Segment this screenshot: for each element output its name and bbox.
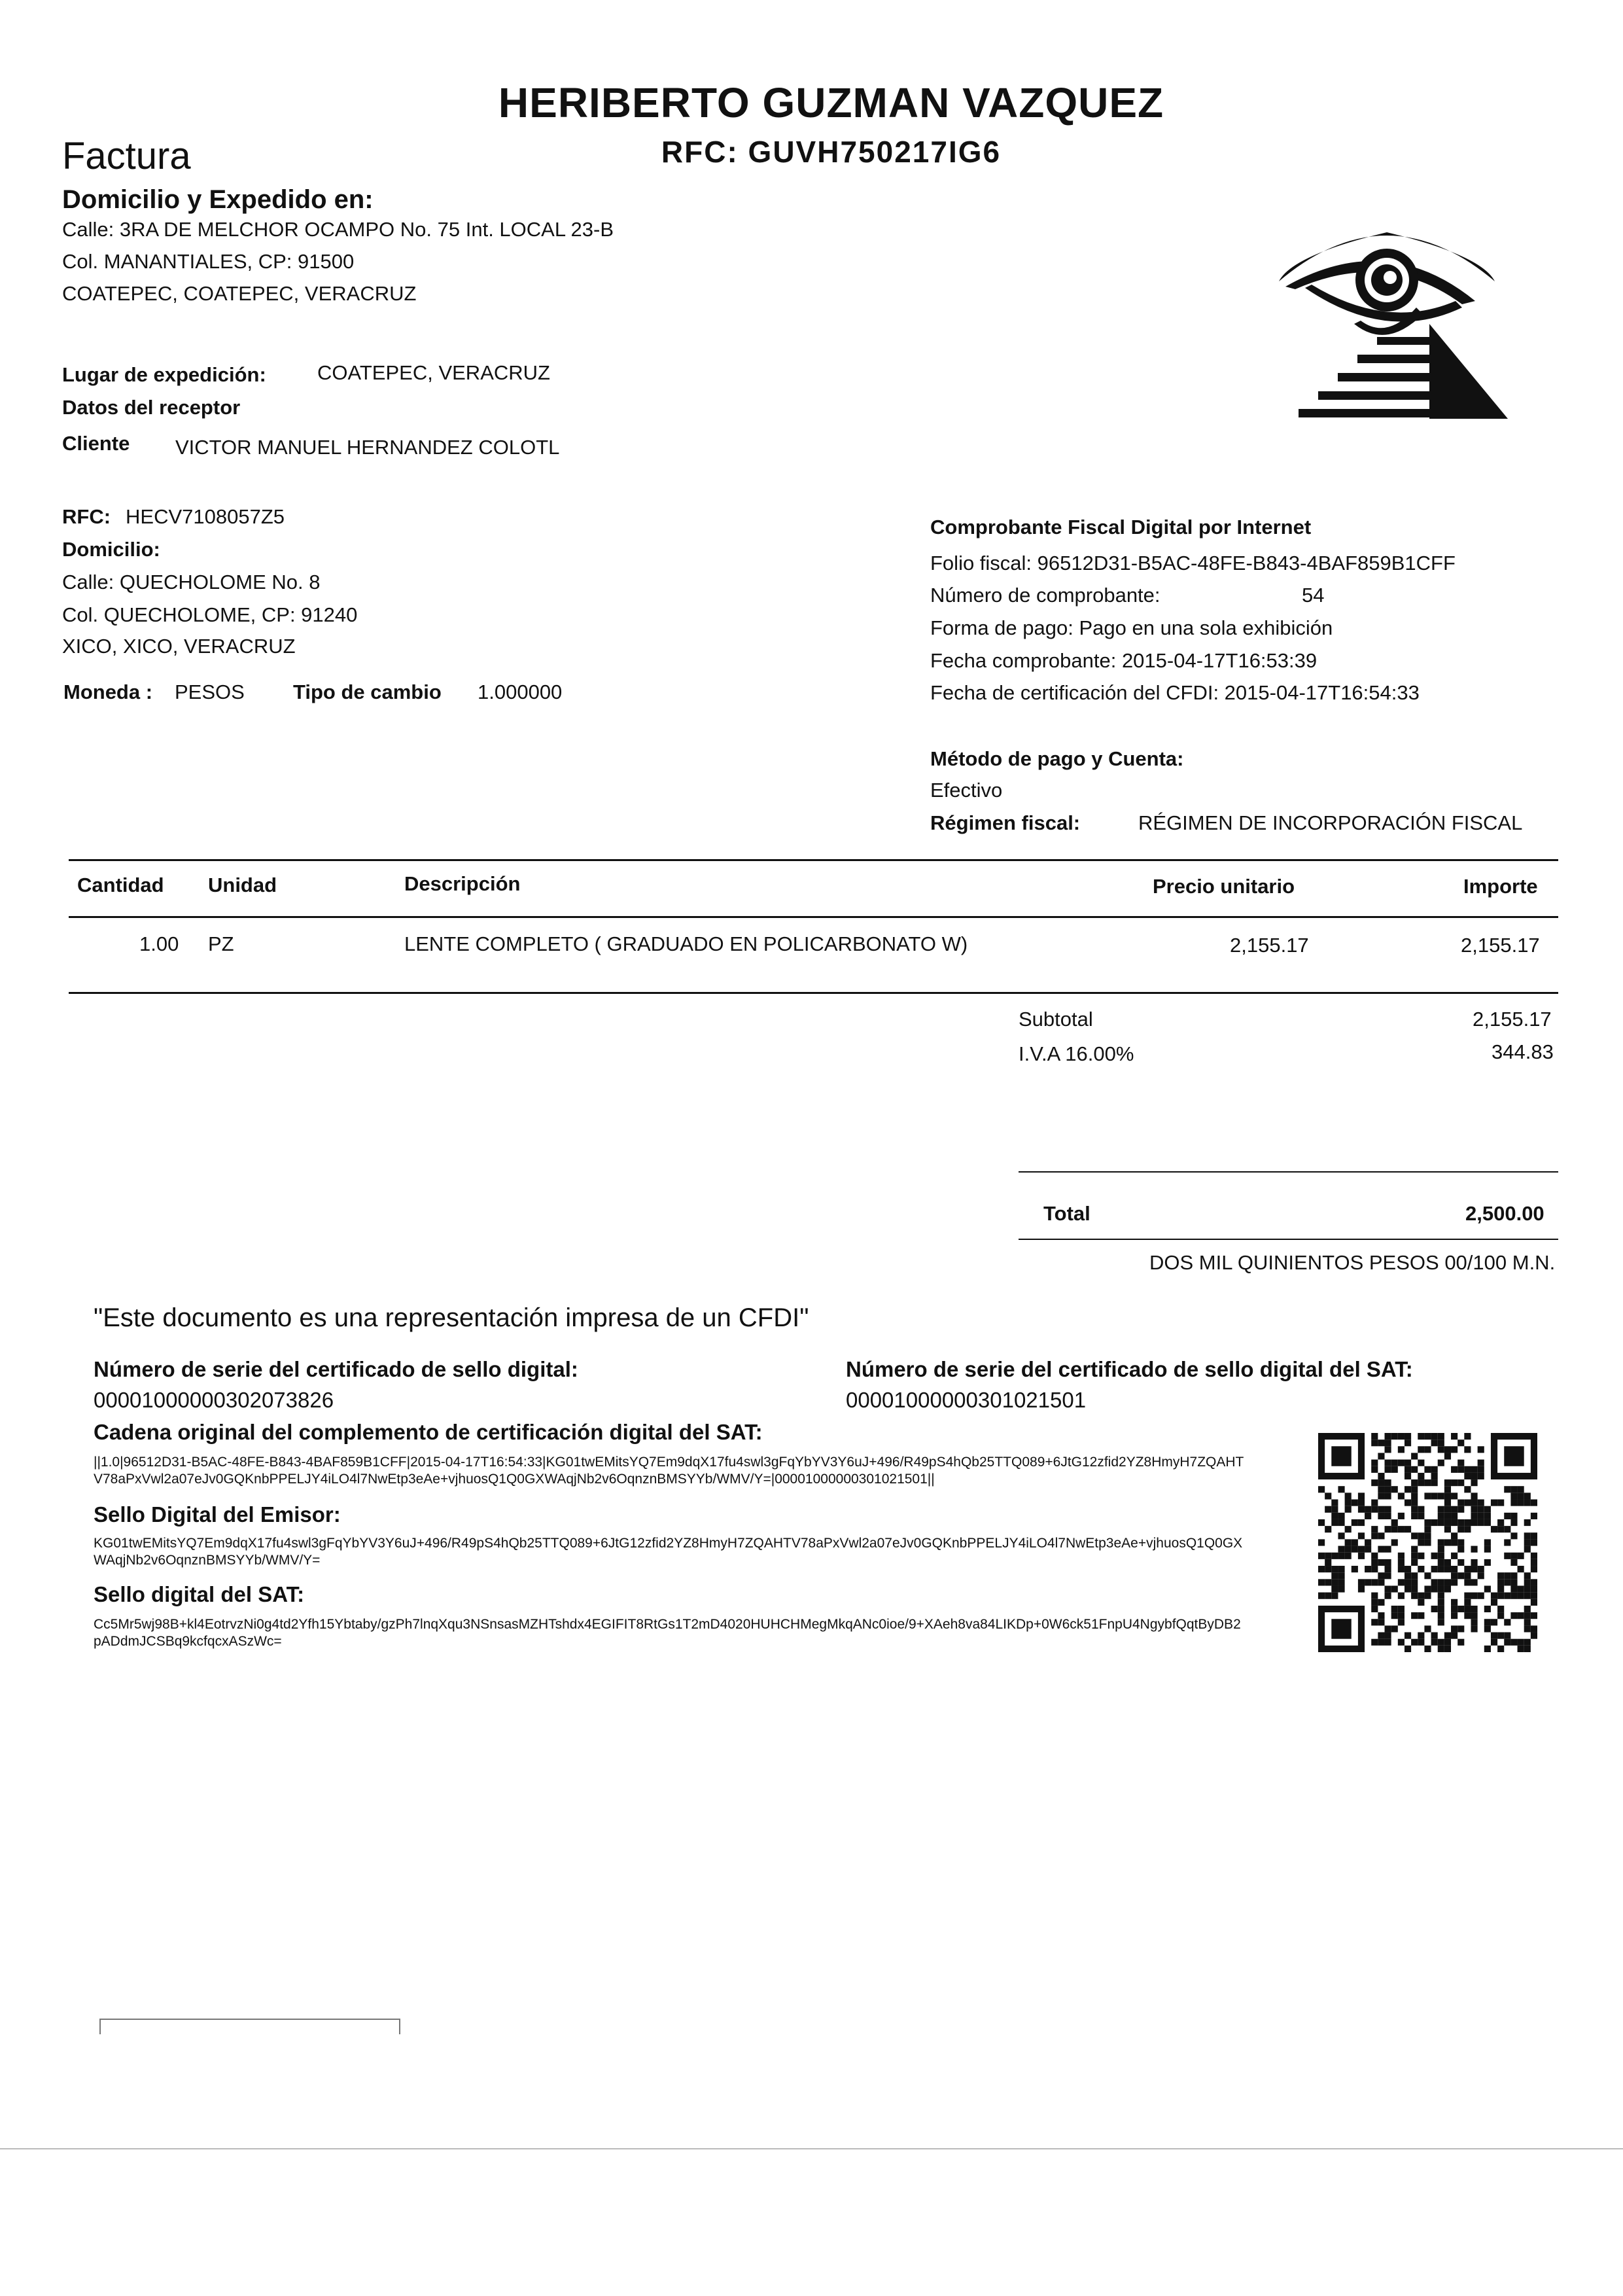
row-descripcion: LENTE COMPLETO ( GRADUADO EN POLICARBONATO W)	[404, 932, 968, 955]
col-importe-header: Importe	[1463, 875, 1538, 898]
subtotal-value: 2,155.17	[1473, 1008, 1552, 1031]
regimen-value: RÉGIMEN DE INCORPORACIÓN FISCAL	[1138, 811, 1523, 834]
document-type: Factura	[62, 135, 191, 177]
tipo-cambio-value: 1.000000	[478, 680, 563, 703]
domicilio-line2: Col. MANANTIALES, CP: 91500	[62, 250, 355, 273]
receptor-rfc-label: RFC:	[62, 505, 111, 528]
issuer-name: HERIBERTO GUZMAN VAZQUEZ	[498, 79, 1164, 126]
domicilio-heading: Domicilio y Expedido en:	[62, 185, 374, 214]
receptor-domicilio-line1: Calle: QUECHOLOME No. 8	[62, 571, 321, 593]
iva-value: 344.83	[1492, 1040, 1554, 1063]
page-edge-line	[0, 2148, 1623, 2149]
numero-comprobante-value: 54	[1302, 584, 1325, 607]
receptor-domicilio-line2: Col. QUECHOLOME, CP: 91240	[62, 603, 358, 626]
folio-fiscal: Folio fiscal: 96512D31-B5AC-48FE-B843-4BAF859B1CFF	[930, 552, 1456, 574]
col-unidad-header: Unidad	[208, 874, 277, 896]
cadena-original-label: Cadena original del complemento de certificación digital del SAT:	[94, 1420, 763, 1444]
subtotal-label: Subtotal	[1019, 1008, 1093, 1031]
tipo-cambio-label: Tipo de cambio	[293, 680, 442, 703]
iva-label: I.V.A 16.00%	[1019, 1042, 1134, 1065]
receptor-domicilio-line3: XICO, XICO, VERACRUZ	[62, 635, 296, 658]
total-en-letra: DOS MIL QUINIENTOS PESOS 00/100 M.N.	[1149, 1251, 1556, 1274]
col-cantidad-header: Cantidad	[77, 874, 164, 896]
receptor-heading: Datos del receptor	[62, 396, 241, 419]
total-value: 2,500.00	[1465, 1202, 1544, 1225]
row-precio: 2,155.17	[1230, 934, 1309, 957]
sello-emisor-label: Sello Digital del Emisor:	[94, 1502, 341, 1527]
col-precio-header: Precio unitario	[1153, 875, 1295, 898]
metodo-pago-heading: Método de pago y Cuenta:	[930, 747, 1184, 770]
sello-sat-label: Sello digital del SAT:	[94, 1582, 305, 1606]
moneda-value: PESOS	[175, 680, 245, 703]
table-bottom-rule	[69, 992, 1558, 994]
serie-emisor-value: 00001000000302073826	[94, 1388, 334, 1412]
total-bottom-rule	[1019, 1239, 1558, 1240]
sello-sat-value: Cc5Mr5wj98B+kl4EotrvzNi0g4td2Yfh15Ybtaby/gzPh7lnqXqu3NSnsasMZHTshdx4EGIFIT8RtGs1T2mD4020HUHCHMegMkqANc0ioe/9+XAeh8va84LIKDp+0W6ck51FnpU4NgybfQqtByDB2pADdmJCSBq9kcfqcxASzWc=	[94, 1617, 1241, 1649]
moneda-label: Moneda :	[63, 680, 153, 703]
emitido-stamp	[99, 2019, 400, 2034]
domicilio-line1: Calle: 3RA DE MELCHOR OCAMPO No. 75 Int. LOCAL 23-B	[62, 218, 614, 241]
table-top-rule	[69, 859, 1558, 861]
cliente-label: Cliente	[62, 432, 130, 455]
qr-code-icon	[1318, 1433, 1537, 1652]
row-cantidad: 1.00	[139, 932, 179, 955]
cfdi-heading: Comprobante Fiscal Digital por Internet	[930, 516, 1312, 539]
serie-emisor-label: Número de serie del certificado de sello digital:	[94, 1357, 578, 1381]
issuer-rfc: RFC: GUVH750217IG6	[661, 135, 1002, 169]
row-unidad: PZ	[208, 932, 234, 955]
regimen-label: Régimen fiscal:	[930, 811, 1081, 834]
cadena-original-value: ||1.0|96512D31-B5AC-48FE-B843-4BAF859B1CFF|2015-04-17T16:54:33|KG01twEMitsYQ7Em9dqX17fu4swl3gFqYbYV3Y6uJ+496/R49pS4hQb25TTQ089+6JtG12zfid2YZ8HmyH7ZQAHTV78aPxVwl2a07eJv0GQKnbPPELJY4iLO4l7NwEtp3eAe+vjhuosQ1Q0GXWAqjNb2v6OqnznBMSYYb/WMV/Y=|00001000000301021501||	[94, 1455, 1244, 1487]
row-importe: 2,155.17	[1461, 934, 1540, 957]
eye-pyramid-logo-icon	[1266, 209, 1508, 425]
table-header-rule	[69, 916, 1558, 918]
forma-pago: Forma de pago: Pago en una sola exhibición	[930, 616, 1333, 639]
metodo-pago-value: Efectivo	[930, 779, 1003, 802]
serie-sat-value: 00001000000301021501	[846, 1388, 1087, 1412]
numero-comprobante-label: Número de comprobante:	[930, 584, 1161, 607]
serie-sat-label: Número de serie del certificado de sello digital del SAT:	[846, 1357, 1413, 1381]
total-label: Total	[1043, 1202, 1091, 1225]
receptor-domicilio-label: Domicilio:	[62, 538, 160, 561]
lugar-expedicion-value: COATEPEC, VERACRUZ	[317, 361, 550, 384]
fecha-certificacion: Fecha de certificación del CFDI: 2015-04-17T16:54:33	[930, 681, 1420, 704]
domicilio-line3: COATEPEC, COATEPEC, VERACRUZ	[62, 282, 417, 305]
fecha-comprobante: Fecha comprobante: 2015-04-17T16:53:39	[930, 649, 1318, 672]
cliente-value: VICTOR MANUEL HERNANDEZ COLOTL	[175, 436, 560, 459]
total-top-rule	[1019, 1171, 1558, 1173]
representacion-impresa: "Este documento es una representación impresa de un CFDI"	[94, 1303, 809, 1332]
sello-emisor-value: KG01twEMitsYQ7Em9dqX17fu4swl3gFqYbYV3Y6uJ+496/R49pS4hQb25TTQ089+6JtG12zfid2YZ8HmyH7ZQAHTV78aPxVwl2a07eJv0GQKnbPPELJY4iLO4l7NwEtp3eAe+vjhuosQ1Q0GXWAqjNb2v6OqnznBMSYYb/WMV/Y=	[94, 1536, 1243, 1568]
lugar-expedicion-label: Lugar de expedición:	[62, 363, 266, 386]
col-descripcion-header: Descripción	[404, 872, 521, 895]
receptor-rfc-value: HECV7108057Z5	[126, 505, 285, 528]
